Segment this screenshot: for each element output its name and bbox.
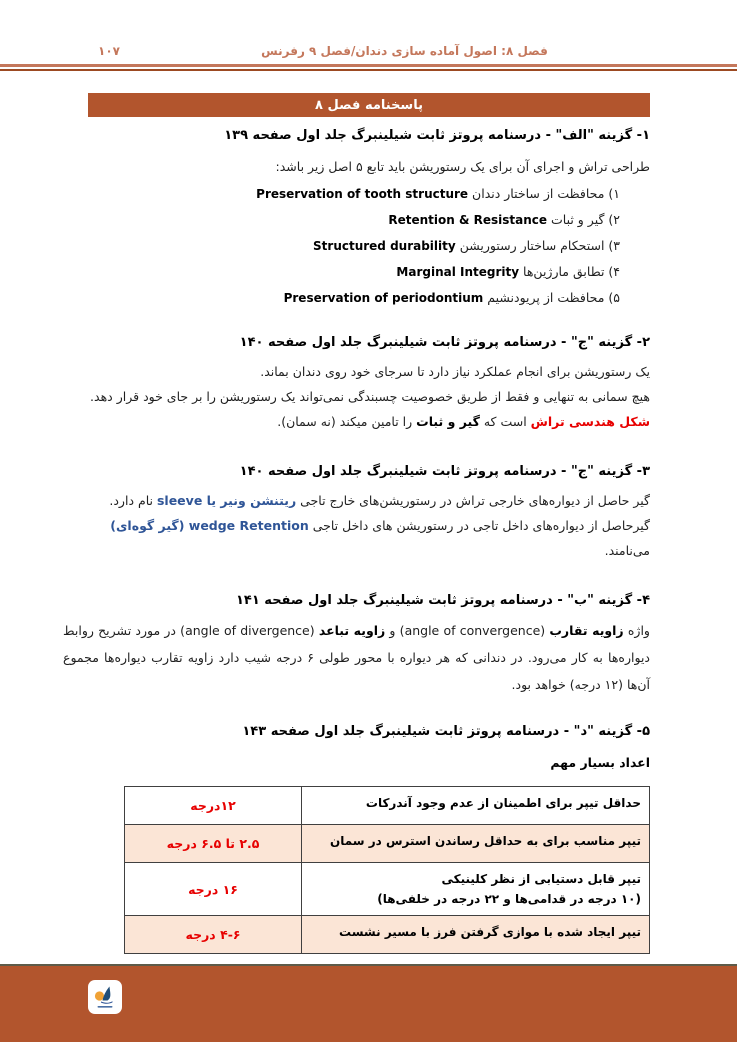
section-2-line-1: یک رستوریشن برای انجام عملکرد نیاز دارد تا سرجای خود روی دندان بماند. <box>260 364 650 379</box>
list-item-en: Retention & Resistance <box>388 213 548 227</box>
table-row <box>125 787 649 825</box>
highlight-bold: زاویه تباعد <box>318 623 386 638</box>
text-run: می‌نامند. <box>604 543 650 558</box>
table-row <box>125 863 649 916</box>
section-2-line-3 <box>63 409 650 434</box>
principles-list <box>63 181 650 311</box>
section-3-line-1 <box>63 488 650 513</box>
text-run: (angle of convergence) و <box>385 623 550 638</box>
list-item-en: Preservation of tooth structure <box>256 187 469 201</box>
running-header-title: فصل ۸: اصول آماده سازی دندان/فصل ۹ رفرنس <box>261 44 548 58</box>
table-cell-description <box>302 863 649 915</box>
highlight-red: شکل هندسی تراش <box>530 414 650 429</box>
table-cell-description: تیپر مناسب برای به حداقل رساندن استرس در سمان <box>329 834 641 848</box>
answer-key-banner: پاسخنامه فصل ۸ <box>88 93 650 117</box>
footer-band <box>0 964 737 1042</box>
highlight-blue: ریتنشن ونیر یا sleeve <box>156 493 297 508</box>
table-cell-line-2: (۱۰ درجه در قدامی‌ها و ۲۲ درجه در خلفی‌ها) <box>377 892 641 906</box>
list-item <box>63 259 620 285</box>
text-run: گیر حاصل از دیواره‌های خارجی تراش در رستوریشن‌های خارج تاجی <box>296 493 650 508</box>
list-item-fa: ۴) تطابق مارژین‌ها <box>519 264 620 279</box>
header-rule-thick <box>0 64 737 67</box>
list-item-fa: ۲) گیر و ثبات <box>547 212 620 227</box>
table-cell-description: حداقل تیپر برای اطمینان از عدم وجود آندرکات <box>365 796 641 810</box>
text-run: نام دارد. <box>109 493 157 508</box>
table-cell-value: ۱۶ درجه <box>125 863 302 915</box>
list-item-en: Marginal Integrity <box>396 265 520 279</box>
list-item-en: Structured durability <box>313 239 456 253</box>
text-run: است که <box>479 414 531 429</box>
highlight-blue: wedge Retention (گیر گوه‌ای) <box>110 518 309 533</box>
table-cell-description: تیپر ایجاد شده با موازی گرفتن فرز با مسیر نشست <box>339 925 641 939</box>
list-item <box>63 285 620 311</box>
section-4-paragraph <box>63 617 650 698</box>
section-5-heading: ۵- گزینه "د" - درسنامه پروتز ثابت شیلینبرگ جلد اول صفحه ۱۴۳ <box>242 724 650 739</box>
section-1-intro: طراحی تراش و اجرای آن برای یک رستوریشن باید تابع ۵ اصل زیر باشد: <box>275 159 650 174</box>
logo-circle-icon <box>95 991 104 1000</box>
list-item-fa: ۳) استحکام ساختار رستوریشن <box>455 238 620 253</box>
list-item <box>63 233 620 259</box>
publisher-logo <box>88 980 122 1014</box>
text-run: (angle of divergence) در مورد تشریح روابط دیواره‌ها به کار می‌رود. در دندانی که هر دیواره با محور طولی ۶ درجه شیب دارد زاویه تقارب دیواره‌ها مجموع آن‌ها (۱۲ درجه) خواهد بود. <box>63 623 650 692</box>
list-item <box>63 207 620 233</box>
table-cell-line-1: تیپر قابل دستیابی از نظر کلینیکی <box>441 872 641 886</box>
section-4-heading: ۴- گزینه "ب" - درسنامه پروتز ثابت شیلینبرگ جلد اول صفحه ۱۴۱ <box>235 593 650 608</box>
taper-degrees-table <box>124 786 650 954</box>
page-header <box>0 44 737 64</box>
highlight-bold: زاویه تقارب <box>549 623 624 638</box>
section-1-heading: ۱- گزینه "الف" - درسنامه پروتز ثابت شیلینبرگ جلد اول صفحه ۱۳۹ <box>224 128 650 143</box>
section-3-heading: ۳- گزینه "ج" - درسنامه پروتز ثابت شیلینبرگ جلد اول صفحه ۱۴۰ <box>239 464 650 479</box>
logo-wave-icon <box>101 1001 113 1004</box>
header-rule-thin <box>0 69 737 71</box>
page-number: ۱۰۷ <box>98 44 120 58</box>
table-cell-value: ۱۲درجه <box>125 787 302 824</box>
text-run: گیرحاصل از دیواره‌های داخل تاجی در رستوریشن های داخل تاجی <box>308 518 650 533</box>
logo-text-line <box>98 1006 113 1008</box>
list-item-fa: ۵) محافظت از پریودنشیم <box>483 290 620 305</box>
list-item-fa: ۱) محافظت از ساختار دندان <box>468 186 620 201</box>
section-2-line-2: هیچ سمانی به تنهایی و فقط از طریق خصوصیت چسبندگی نمی‌تواند یک رستوریشن را بر جای خود قرار دهد. <box>90 389 650 404</box>
table-row <box>125 916 649 953</box>
logo-sail-icon <box>103 987 111 1001</box>
list-item <box>63 181 620 207</box>
table-row <box>125 825 649 863</box>
table-cell-value: ۲.۵ تا ۶.۵ درجه <box>125 825 302 862</box>
section-2-heading: ۲- گزینه "ج" - درسنامه پروتز ثابت شیلینبرگ جلد اول صفحه ۱۴۰ <box>239 335 650 350</box>
publisher-logo-icon <box>91 983 119 1011</box>
text-run: را تامین میکند (نه سمان). <box>277 414 417 429</box>
highlight-bold: گیر و ثبات <box>416 414 480 429</box>
table-cell-value: ۴-۶ درجه <box>125 916 302 953</box>
table-caption: اعداد بسیار مهم <box>550 755 650 770</box>
section-3-line-2 <box>63 513 650 563</box>
text-run: واژه <box>623 623 650 638</box>
page-content <box>63 126 650 954</box>
list-item-en: Preservation of periodontium <box>283 291 484 305</box>
